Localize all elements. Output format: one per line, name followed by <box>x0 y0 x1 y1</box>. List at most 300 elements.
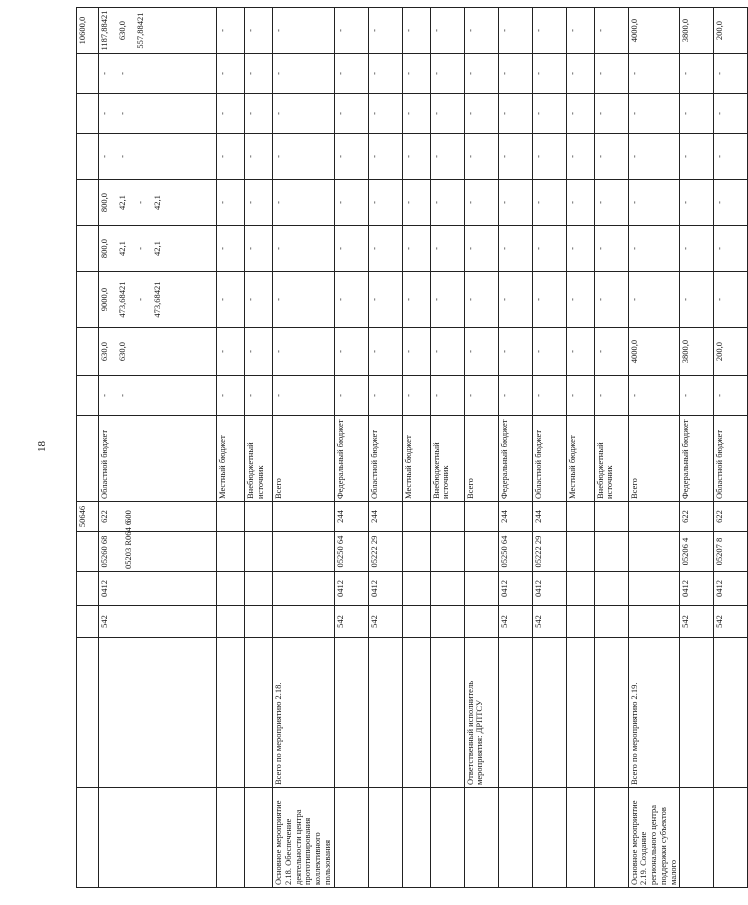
value-text: - <box>245 350 255 353</box>
csr-code-cell <box>498 532 532 572</box>
value-cell <box>99 134 217 180</box>
value-cell <box>430 180 464 226</box>
vr-code-cell <box>594 502 628 532</box>
value-text: - <box>532 112 543 115</box>
value-cell <box>680 328 714 376</box>
grbs-code-cell <box>498 606 532 638</box>
csr-code-cell <box>217 532 245 572</box>
table-row <box>402 8 430 888</box>
value-cell <box>402 180 430 226</box>
value-cell <box>532 272 566 328</box>
responsible-cell <box>273 638 335 788</box>
value-cell <box>245 272 273 328</box>
value-text: - <box>402 201 413 204</box>
value-cell <box>532 328 566 376</box>
value-text: - <box>594 247 605 250</box>
value-text: - <box>566 247 577 250</box>
vr-code-cell <box>532 502 566 532</box>
value-text: - <box>566 72 577 75</box>
value-text: - <box>628 155 639 158</box>
value-text: 200,0 <box>714 341 725 362</box>
value-cell <box>464 8 498 54</box>
value-cell <box>680 376 714 416</box>
value-cell <box>245 8 273 54</box>
value-text: - <box>245 112 255 115</box>
value-text: - <box>680 298 691 301</box>
value-cell <box>368 226 402 272</box>
value-text: - <box>334 350 345 353</box>
value-cell <box>402 226 430 272</box>
grbs-code-cell <box>628 606 680 638</box>
rzpr-code-cell-text: 0412 <box>532 580 543 597</box>
value-cell <box>498 180 532 226</box>
value-text: - <box>498 201 509 204</box>
value-text: - <box>99 112 109 115</box>
value-cell <box>680 94 714 134</box>
funding-source-cell-text: Федеральный бюджет <box>498 419 509 499</box>
table-row <box>245 8 273 888</box>
value-text: - <box>464 394 475 397</box>
csr-code-extra: 05203 R064 6 <box>122 520 133 569</box>
value-cell <box>368 328 402 376</box>
value-text: - <box>430 247 441 250</box>
grbs-code-cell-text: 542 <box>368 615 379 628</box>
value-text: - <box>464 72 475 75</box>
value-cell <box>77 54 99 94</box>
rzpr-code-cell <box>368 572 402 606</box>
value-text: - <box>594 112 605 115</box>
value-cell <box>714 94 748 134</box>
value-cell <box>245 134 273 180</box>
value-cell <box>430 376 464 416</box>
measure-name-cell <box>273 788 335 888</box>
csr-code-cell <box>368 532 402 572</box>
value-text: - <box>402 247 413 250</box>
csr-code-cell <box>245 532 273 572</box>
value-cell <box>594 180 628 226</box>
value-cell <box>245 94 273 134</box>
grbs-code-cell <box>532 606 566 638</box>
grbs-code-cell <box>714 606 748 638</box>
value-text: - <box>566 29 577 32</box>
value-cell <box>532 226 566 272</box>
value-cell <box>594 134 628 180</box>
value-cell <box>628 272 680 328</box>
rzpr-code-cell <box>402 572 430 606</box>
value-text: - <box>628 394 639 397</box>
value-text: - <box>464 247 475 250</box>
vr-code-cell <box>680 502 714 532</box>
value-subline-3: 473,68421 <box>152 281 163 318</box>
value-text: - <box>368 247 379 250</box>
value-text: - <box>273 247 283 250</box>
value-text: - <box>217 29 227 32</box>
value-text: - <box>566 112 577 115</box>
csr-code-cell <box>680 532 714 572</box>
value-cell <box>628 54 680 94</box>
value-cell <box>217 54 245 94</box>
value-cell <box>594 272 628 328</box>
value-cell <box>273 8 335 54</box>
grbs-code-cell-text: 542 <box>334 615 345 628</box>
value-cell <box>99 376 217 416</box>
funding-source-cell-text: Областной бюджет <box>714 429 725 499</box>
value-cell <box>714 272 748 328</box>
value-cell <box>402 8 430 54</box>
value-cell <box>532 180 566 226</box>
value-cell <box>217 180 245 226</box>
value-text: 200,0 <box>714 20 725 41</box>
value-text: 4000,0 <box>628 18 639 43</box>
funding-source-cell <box>680 416 714 502</box>
value-text: - <box>532 247 543 250</box>
rzpr-code-cell <box>566 572 594 606</box>
value-text: - <box>217 298 227 301</box>
value-text: - <box>245 247 255 250</box>
responsible-cell <box>402 638 430 788</box>
measure-name-cell-text: Основное мероприятие 2.19. Создание регионального центра поддержки субъектов малого <box>628 800 678 885</box>
value-cell <box>77 272 99 328</box>
value-cell <box>628 226 680 272</box>
value-text: - <box>245 72 255 75</box>
value-text: - <box>498 298 509 301</box>
value-cell <box>273 272 335 328</box>
value-cell <box>430 328 464 376</box>
value-cell <box>594 54 628 94</box>
value-text: - <box>273 29 283 32</box>
value-cell <box>430 8 464 54</box>
value-cell <box>532 54 566 94</box>
grbs-code-cell-text: 542 <box>498 615 509 628</box>
responsible-cell <box>498 638 532 788</box>
table-row <box>77 8 99 888</box>
value-cell <box>99 8 217 54</box>
value-cell <box>430 54 464 94</box>
value-subline-2: 557,88421 <box>134 12 145 49</box>
value-text: - <box>402 394 413 397</box>
value-text: - <box>680 247 691 250</box>
rzpr-code-cell-text: 0412 <box>714 580 725 597</box>
funding-source-cell-text: Местный бюджет <box>402 435 413 499</box>
csr-code-cell-text: 05222 29 <box>368 535 379 568</box>
value-cell <box>402 54 430 94</box>
value-text: - <box>245 394 255 397</box>
value-text: - <box>430 29 441 32</box>
value-subline-1: - <box>116 394 127 397</box>
value-cell <box>498 376 532 416</box>
value-text: - <box>368 112 379 115</box>
rzpr-code-cell <box>273 572 335 606</box>
value-cell <box>628 376 680 416</box>
funding-source-cell-text: Внебюджетный источник <box>430 442 451 499</box>
funding-source-cell <box>594 416 628 502</box>
csr-code-cell <box>334 532 368 572</box>
responsible-cell <box>245 638 273 788</box>
funding-source-cell <box>464 416 498 502</box>
value-text: - <box>566 394 577 397</box>
value-subline-1: - <box>116 72 127 75</box>
value-cell <box>714 180 748 226</box>
value-cell <box>77 226 99 272</box>
value-cell <box>498 8 532 54</box>
value-cell <box>464 54 498 94</box>
value-cell <box>594 226 628 272</box>
value-text: - <box>594 29 605 32</box>
vr-code-cell-text: 244 <box>368 510 379 523</box>
value-cell <box>464 272 498 328</box>
value-text: - <box>217 350 227 353</box>
value-text: - <box>594 155 605 158</box>
csr-code-cell <box>430 532 464 572</box>
rzpr-code-cell <box>498 572 532 606</box>
value-text: - <box>566 155 577 158</box>
value-cell <box>334 272 368 328</box>
responsible-cell <box>99 638 217 788</box>
value-cell <box>498 272 532 328</box>
vr-code-cell <box>714 502 748 532</box>
value-text: - <box>334 112 345 115</box>
value-cell <box>714 226 748 272</box>
value-text: 3800,0 <box>680 18 691 43</box>
value-cell <box>464 134 498 180</box>
value-text: - <box>430 350 441 353</box>
table-row <box>498 8 532 888</box>
vr-code-cell <box>245 502 273 532</box>
grbs-code-cell <box>217 606 245 638</box>
value-text: - <box>217 394 227 397</box>
value-text: - <box>680 201 691 204</box>
value-text: - <box>430 72 441 75</box>
value-text: - <box>368 394 379 397</box>
value-cell <box>273 328 335 376</box>
value-cell <box>430 272 464 328</box>
csr-code-cell <box>402 532 430 572</box>
table-row <box>217 8 245 888</box>
value-cell <box>532 94 566 134</box>
value-cell <box>680 226 714 272</box>
value-text: - <box>464 350 475 353</box>
measure-name-cell <box>245 788 273 888</box>
grbs-code-cell <box>430 606 464 638</box>
grbs-code-cell <box>273 606 335 638</box>
value-text: - <box>464 298 475 301</box>
measure-name-cell <box>77 788 99 888</box>
vr-code-cell <box>217 502 245 532</box>
value-text: 3800,0 <box>680 339 691 364</box>
value-text: - <box>464 201 475 204</box>
value-cell <box>99 328 217 376</box>
value-text: - <box>273 155 283 158</box>
value-cell <box>680 8 714 54</box>
measure-name-cell <box>402 788 430 888</box>
funding-source-cell-text: Внебюджетный источник <box>245 442 265 499</box>
value-text: 800,0 <box>99 192 109 213</box>
value-text: - <box>594 394 605 397</box>
value-text: - <box>594 72 605 75</box>
funding-source-cell <box>273 416 335 502</box>
value-text: 1187,88421 <box>99 10 109 51</box>
table-row <box>594 8 628 888</box>
rzpr-code-cell-text: 0412 <box>334 580 345 597</box>
value-text: - <box>402 29 413 32</box>
value-text: - <box>714 394 725 397</box>
grbs-code-cell <box>566 606 594 638</box>
csr-code-cell <box>628 532 680 572</box>
value-text: - <box>334 298 345 301</box>
value-cell <box>217 328 245 376</box>
rzpr-code-cell <box>714 572 748 606</box>
value-cell <box>628 94 680 134</box>
measure-name-cell <box>99 788 217 888</box>
funding-source-cell-text: Местный бюджет <box>566 435 577 499</box>
vr-code-cell-text: 622 <box>680 510 691 523</box>
value-text: - <box>368 29 379 32</box>
rzpr-code-cell <box>532 572 566 606</box>
value-cell <box>99 226 217 272</box>
value-subline-2: - <box>134 298 145 301</box>
value-text: - <box>334 201 345 204</box>
value-cell <box>99 54 217 94</box>
value-text: - <box>273 394 283 397</box>
value-cell <box>628 180 680 226</box>
grbs-code-cell <box>368 606 402 638</box>
vr-code-cell <box>566 502 594 532</box>
vr-code-cell-text: 622 <box>99 510 109 523</box>
value-subline-1: 42,1 <box>116 195 127 210</box>
funding-source-cell <box>217 416 245 502</box>
value-cell <box>368 94 402 134</box>
rzpr-code-cell <box>594 572 628 606</box>
value-cell <box>273 180 335 226</box>
vr-code-cell <box>402 502 430 532</box>
value-cell <box>566 94 594 134</box>
value-cell <box>402 376 430 416</box>
value-text: - <box>245 298 255 301</box>
value-cell <box>273 376 335 416</box>
vr-code-cell <box>334 502 368 532</box>
value-text: - <box>680 394 691 397</box>
value-text: - <box>532 201 543 204</box>
value-cell <box>464 94 498 134</box>
value-cell <box>99 94 217 134</box>
value-cell <box>594 328 628 376</box>
value-text: - <box>566 298 577 301</box>
value-subline-1: - <box>116 155 127 158</box>
value-cell <box>628 134 680 180</box>
value-cell <box>217 226 245 272</box>
value-text: - <box>594 298 605 301</box>
table-row <box>628 8 680 888</box>
grbs-code-cell-text: 542 <box>680 615 691 628</box>
value-text: - <box>334 72 345 75</box>
rzpr-code-cell <box>99 572 217 606</box>
value-cell <box>334 328 368 376</box>
value-cell <box>368 272 402 328</box>
value-subline-1: 630,0 <box>116 341 127 362</box>
value-cell <box>714 54 748 94</box>
value-text: - <box>217 155 227 158</box>
table-row <box>714 8 748 888</box>
rzpr-code-cell-text: 0412 <box>368 580 379 597</box>
table-row <box>368 8 402 888</box>
csr-code-cell <box>714 532 748 572</box>
measure-name-cell <box>498 788 532 888</box>
value-text: - <box>99 394 109 397</box>
value-cell <box>464 226 498 272</box>
value-cell <box>402 328 430 376</box>
funding-source-cell-text: Федеральный бюджет <box>334 419 345 499</box>
measure-name-cell <box>628 788 680 888</box>
value-text: - <box>273 201 283 204</box>
responsible-cell <box>628 638 680 788</box>
value-text: - <box>628 298 639 301</box>
rzpr-code-cell <box>77 572 99 606</box>
value-text: - <box>217 247 227 250</box>
measure-name-cell <box>368 788 402 888</box>
value-text: - <box>532 350 543 353</box>
value-text: - <box>714 112 725 115</box>
value-text: - <box>714 298 725 301</box>
grbs-code-cell-text: 542 <box>714 615 725 628</box>
value-text: - <box>368 350 379 353</box>
value-cell <box>217 134 245 180</box>
value-text: - <box>245 155 255 158</box>
value-text: 630,0 <box>99 341 109 362</box>
vr-code-cell-text: 244 <box>498 510 509 523</box>
value-text: - <box>334 155 345 158</box>
rzpr-code-cell-text: 0412 <box>99 580 109 597</box>
value-cell <box>566 328 594 376</box>
funding-source-cell <box>566 416 594 502</box>
value-cell <box>273 94 335 134</box>
table-row <box>680 8 714 888</box>
value-cell <box>245 54 273 94</box>
vr-code-cell <box>77 502 99 532</box>
funding-source-cell-text: Внебюджетный источник <box>594 442 615 499</box>
rzpr-code-cell <box>334 572 368 606</box>
value-cell <box>402 272 430 328</box>
value-text: - <box>714 155 725 158</box>
value-cell <box>532 134 566 180</box>
value-cell <box>99 180 217 226</box>
value-cell <box>77 376 99 416</box>
value-cell <box>566 376 594 416</box>
value-subline-2: - <box>134 201 145 204</box>
value-text: - <box>498 72 509 75</box>
vr-code-cell <box>99 502 217 532</box>
value-text: - <box>334 29 345 32</box>
value-cell <box>628 328 680 376</box>
value-cell <box>217 94 245 134</box>
grbs-code-cell <box>594 606 628 638</box>
value-cell <box>680 134 714 180</box>
value-text: - <box>245 29 255 32</box>
vr-code-cell <box>464 502 498 532</box>
value-cell <box>680 180 714 226</box>
value-text: - <box>273 112 283 115</box>
measure-name-cell <box>430 788 464 888</box>
rzpr-code-cell <box>464 572 498 606</box>
table-row <box>273 8 335 888</box>
value-cell <box>714 134 748 180</box>
value-cell <box>334 226 368 272</box>
rzpr-code-cell-text: 0412 <box>498 580 509 597</box>
funding-source-cell <box>402 416 430 502</box>
funding-source-cell-text: Областной бюджет <box>368 429 379 499</box>
value-text: - <box>532 155 543 158</box>
responsible-cell <box>217 638 245 788</box>
responsible-cell <box>714 638 748 788</box>
